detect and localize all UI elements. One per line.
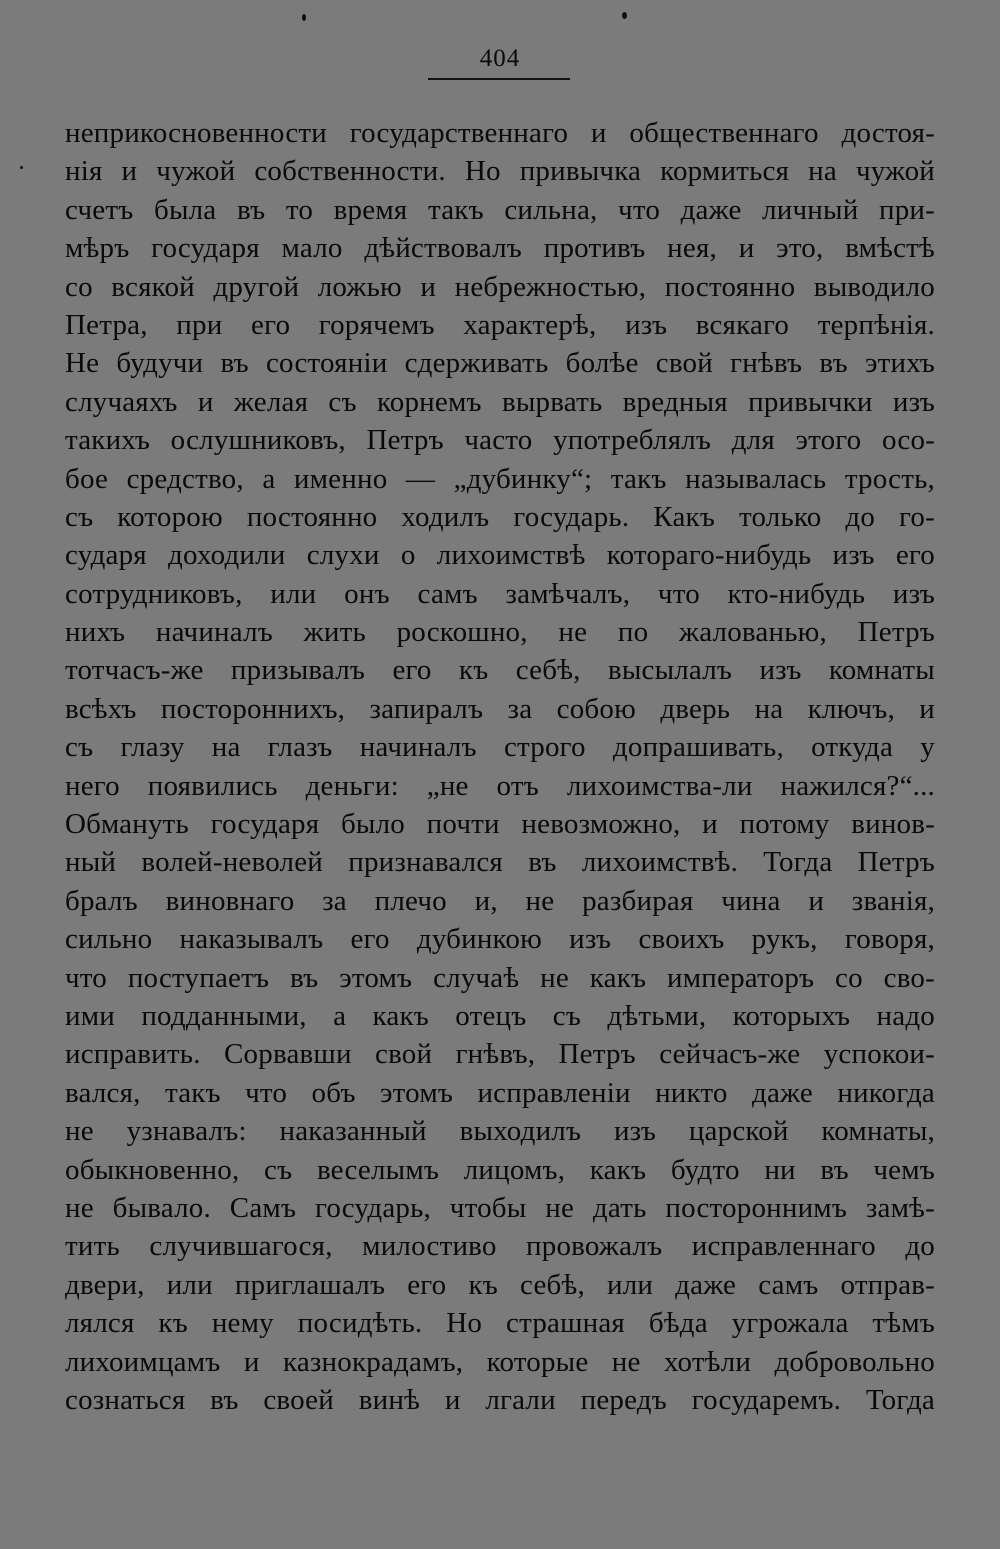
text-line: такихъ ослушниковъ, Петръ часто употреблялъ для этого осо- bbox=[65, 424, 935, 457]
text-line: него появились деньги: „не отъ лихоимства-ли нажился?“... bbox=[65, 769, 935, 802]
text-line: бое средство, а именно — „дубинку“; такъ называлась трость, bbox=[65, 462, 935, 495]
text-line: нихъ начиналъ жить роскошно, не по жалованью, Петръ bbox=[65, 616, 935, 649]
text-line: сударя доходили слухи о лихоимствѣ котораго-нибудь изъ его bbox=[65, 539, 935, 572]
print-speck bbox=[302, 14, 306, 21]
text-line: что поступаетъ въ этомъ случаѣ не какъ императоръ со сво- bbox=[65, 961, 935, 994]
text-line: ими подданными, а какъ отецъ съ дѣтьми, которыхъ надо bbox=[65, 999, 935, 1032]
text-line: не узнавалъ: наказанный выходилъ изъ царской комнаты, bbox=[65, 1115, 935, 1148]
text-line: нія и чужой собственности. Но привычка кормиться на чужой bbox=[65, 155, 935, 188]
text-line: бралъ виновнаго за плечо и, не разбирая чина и званія, bbox=[65, 884, 935, 917]
text-line: исправить. Сорвавши свой гнѣвъ, Петръ сейчасъ-же успокои- bbox=[65, 1038, 935, 1071]
header-rule bbox=[428, 78, 570, 80]
text-line: Не будучи въ состояніи сдерживать болѣе свой гнѣвъ въ этихъ bbox=[65, 347, 935, 380]
text-line: двери, или приглашалъ его къ себѣ, или даже самъ отправ- bbox=[65, 1268, 935, 1301]
text-line: Обмануть государя было почти невозможно, и потому винов- bbox=[65, 808, 935, 841]
text-line: лихоимцамъ и казнокрадамъ, которые не хотѣли добровольно bbox=[65, 1345, 935, 1378]
page-number: 404 bbox=[479, 45, 521, 72]
text-line: съ глазу на глазъ начиналъ строго допрашивать, откуда у bbox=[65, 731, 935, 764]
text-line: сотрудниковъ, или онъ самъ замѣчалъ, что кто-нибудь изъ bbox=[65, 577, 935, 610]
text-line: лялся къ нему посидѣть. Но страшная бѣда угрожала тѣмъ bbox=[65, 1307, 935, 1340]
text-line: мѣръ государя мало дѣйствовалъ противъ нея, и это, вмѣстѣ bbox=[65, 232, 935, 265]
text-line: всѣхъ постороннихъ, запиралъ за собою дверь на ключъ, и bbox=[65, 692, 935, 725]
text-line: ный волей-неволей признавался въ лихоимствѣ. Тогда Петръ bbox=[65, 846, 935, 879]
text-line: сильно наказывалъ его дубинкою изъ своихъ рукъ, говоря, bbox=[65, 923, 935, 956]
text-line: со всякой другой ложью и небрежностью, постоянно выводило bbox=[65, 270, 935, 303]
body-text bbox=[65, 114, 935, 1419]
text-line: обыкновенно, съ веселымъ лицомъ, какъ будто ни въ чемъ bbox=[65, 1153, 935, 1186]
text-line: тотчасъ-же призывалъ его къ себѣ, высылалъ изъ комнаты bbox=[65, 654, 935, 687]
text-line: вался, такъ что объ этомъ исправленіи никто даже никогда bbox=[65, 1076, 935, 1109]
text-line: неприкосновенности государственнаго и общественнаго достоя- bbox=[65, 117, 935, 149]
text-line: тить случившагося, милостиво провожалъ исправленнаго до bbox=[65, 1230, 935, 1263]
text-line: счетъ была въ то время такъ сильна, что даже личный при- bbox=[65, 193, 935, 226]
text-line: не бывало. Самъ государь, чтобы не дать постороннимъ замѣ- bbox=[65, 1191, 935, 1224]
print-speck bbox=[20, 166, 23, 169]
text-line: Петра, при его горячемъ характерѣ, изъ всякаго терпѣнія. bbox=[65, 308, 935, 341]
text-line: сознаться въ своей винѣ и лгали передъ государемъ. Тогда bbox=[65, 1383, 935, 1416]
text-line: съ которою постоянно ходилъ государь. Какъ только до го- bbox=[65, 500, 935, 533]
text-line: случаяхъ и желая съ корнемъ вырвать вредныя привычки изъ bbox=[65, 385, 935, 418]
print-speck bbox=[622, 12, 627, 19]
